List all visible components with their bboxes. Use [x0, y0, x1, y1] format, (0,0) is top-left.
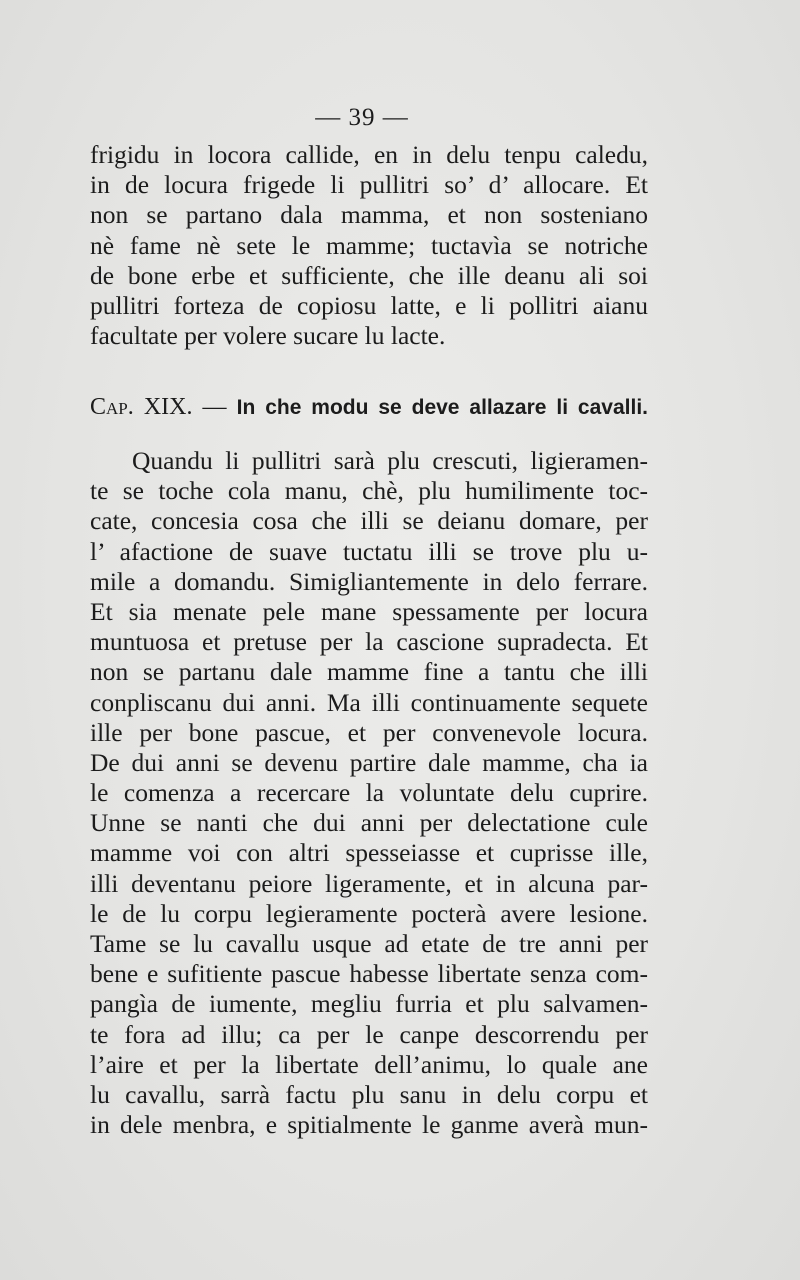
text-line: ille per bone pascue, et per convenevole locura.: [90, 717, 648, 747]
chapter-label: Cap. XIX. —: [90, 394, 227, 420]
text-line: illi deventanu peiore ligeramente, et in alcuna par-: [90, 868, 648, 898]
text-line: Quandu li pullitri sarà plu crescuti, ligieramen-: [132, 446, 648, 475]
text-line: De dui anni se devenu partire dale mamme, cha ia: [90, 747, 648, 777]
text-line: pullitri forteza de copiosu latte, e li pollitri aianu: [90, 290, 648, 320]
text-line: conpliscanu dui anni. Ma illi continuamente sequete: [90, 687, 648, 717]
text-line: in dele menbra, e spitialmente le ganme averà mun-: [90, 1110, 648, 1140]
text-line: nè fame nè sete le mamme; tuctavìa se notriche: [90, 230, 648, 260]
chapter-title: In che modu se deve allazare li cavalli.: [236, 396, 648, 419]
text-line: bene e sufitiente pascue habesse libertate senza com-: [90, 959, 648, 989]
text-line: Unne se nanti che dui anni per delectatione cule: [90, 808, 648, 838]
text-line: le comenza a recercare la voluntate delu cuprire.: [90, 778, 648, 808]
text-line: l’ afactione de suave tuctatu illi se trove plu u-: [90, 536, 648, 566]
text-line: mile a domandu. Simigliantemente in delo ferrare.: [90, 566, 648, 596]
text-line: de bone erbe et sufficiente, che ille deanu ali soi: [90, 260, 648, 290]
text-line: in de locura frigede li pullitri so’ d’ allocare. Et: [90, 170, 648, 200]
paragraph-1: [90, 140, 648, 351]
text-line: facultate per volere sucare lu lacte.: [90, 321, 446, 351]
text-line: pangìa de iumente, megliu furria et plu salvamen-: [90, 989, 648, 1019]
text-line: te se toche cola manu, chè, plu humilimente toc-: [90, 476, 648, 506]
text-line: non se partano dala mamma, et non sosteniano: [90, 200, 648, 230]
text-line: cate, concesia cosa che illi se deianu domare, per: [90, 506, 648, 536]
chapter-heading: [90, 390, 648, 425]
text-line: Et sia menate pele mane spessamente per locura: [90, 596, 648, 626]
text-line: muntuosa et pretuse per la cascione supradecta. Et: [90, 627, 648, 657]
text-line: l’aire et per la libertate dell’animu, lo quale ane: [90, 1049, 648, 1079]
page-number: — 39 —: [315, 104, 409, 131]
text-line: mamme voi con altri spesseiasse et cuprisse ille,: [90, 838, 648, 868]
text-line: Tame se lu cavallu usque ad etate de tre anni per: [90, 929, 648, 958]
text-line: te fora ad illu; ca per le canpe descorrendu per: [90, 1019, 648, 1049]
text-line: non se partanu dale mamme fine a tantu che illi: [90, 657, 648, 687]
text-line: le de lu corpu legieramente pocterà avere lesione.: [90, 898, 648, 928]
paragraph-2: [90, 446, 648, 1140]
text-line: frigidu in locora callide, en in delu tenpu caledu,: [90, 140, 648, 169]
text-line: lu cavallu, sarrà factu plu sanu in delu corpu et: [90, 1079, 648, 1109]
